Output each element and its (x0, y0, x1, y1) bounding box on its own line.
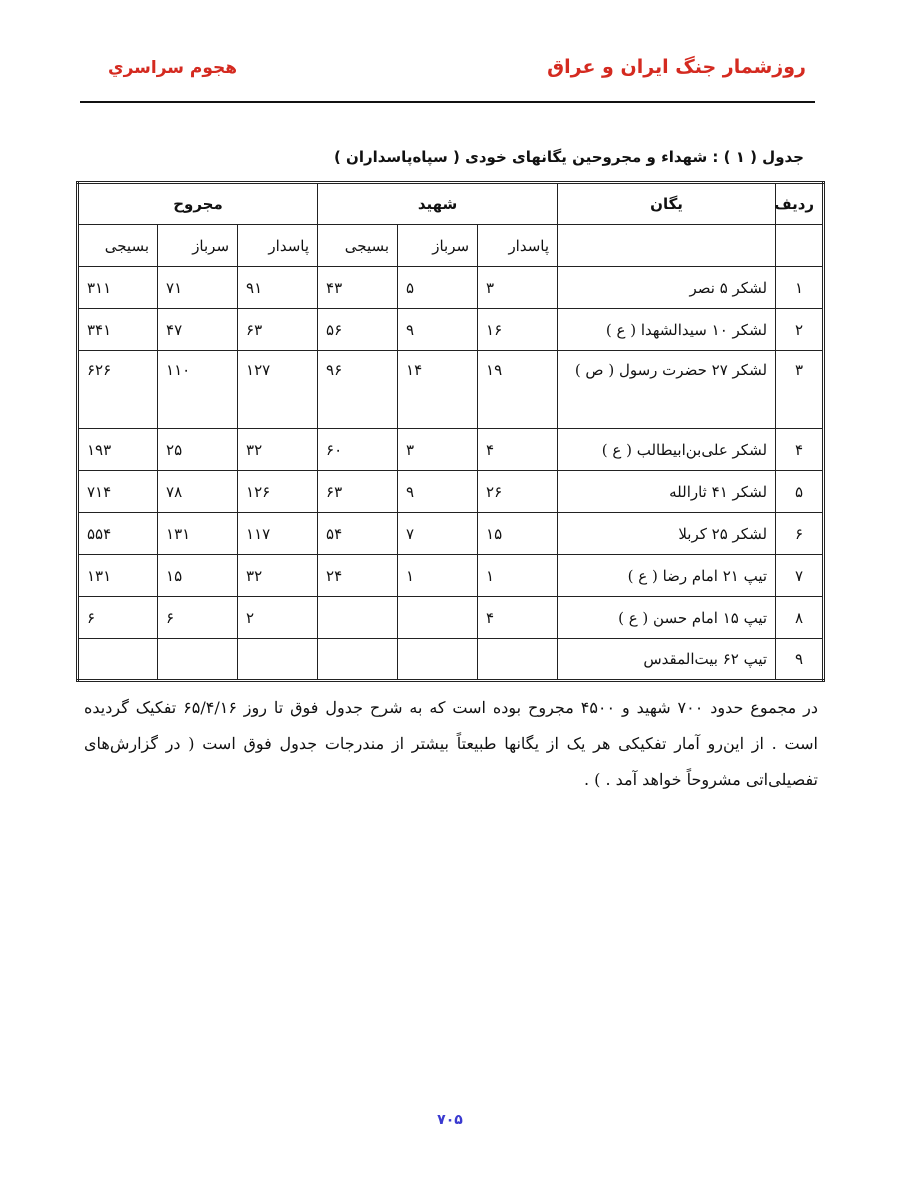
header-martyrs: شهيد (318, 183, 558, 225)
cell-m-basiji: ۹۶ (318, 351, 398, 429)
row-unit: لشکر ۱۰ سيدالشهدا ( ع ) (558, 309, 776, 351)
cell-m-pasdar: ۴ (478, 597, 558, 639)
table-row (78, 351, 824, 429)
cell-m-pasdar: ۱۵ (478, 513, 558, 555)
cell-m-sarbaz (398, 639, 478, 681)
cell-m-sarbaz: ۷ (398, 513, 478, 555)
table-row (78, 429, 824, 471)
sub-header-martyr-pasdar: پاسدار (478, 225, 558, 267)
summary-paragraph: در مجموع حدود ۷۰۰ شهيد و ۴۵۰۰ مجروح بوده است که به شرح جدول فوق تا روز ۶۵/۴/۱۶ تفکيک گرديده است . از اين‌رو آمار تفکيکی هر يک از يگانها طبيعتاً بيشتر از مندرجات جدول فوق است ( در گزارش‌های تفصيلی‌اتی مشروحاً خواهد آمد . ) . (84, 698, 818, 789)
row-unit: لشکر ۵ نصر (558, 267, 776, 309)
row-index: ۲ (776, 309, 824, 351)
table-row (78, 513, 824, 555)
cell-m-pasdar: ۱۶ (478, 309, 558, 351)
cell-w-basiji (78, 639, 158, 681)
header-index: رديف (776, 183, 824, 225)
cell-m-pasdar: ۱۹ (478, 351, 558, 429)
row-unit: لشکر ۲۵ کربلا (558, 513, 776, 555)
row-index: ۵ (776, 471, 824, 513)
cell-w-sarbaz: ۱۱۰ (158, 351, 238, 429)
sub-header-wounded-pasdar: پاسدار (238, 225, 318, 267)
cell-w-sarbaz: ۴۷ (158, 309, 238, 351)
header-unit: يگان (558, 183, 776, 225)
header-wounded: مجروح (78, 183, 318, 225)
table-row (78, 309, 824, 351)
cell-w-basiji: ۵۵۴ (78, 513, 158, 555)
page-number: ۷۰۵ (437, 1112, 463, 1128)
cell-w-pasdar: ۲ (238, 597, 318, 639)
cell-m-basiji (318, 597, 398, 639)
sub-header-martyr-basiji: بسيجی (318, 225, 398, 267)
cell-w-basiji: ۳۴۱ (78, 309, 158, 351)
cell-w-pasdar: ۶۳ (238, 309, 318, 351)
cell-m-basiji: ۵۴ (318, 513, 398, 555)
row-unit: لشکر علی‌بن‌ابيطالب ( ع ) (558, 429, 776, 471)
section-title: هجوم سراسري (108, 58, 238, 78)
cell-m-basiji: ۶۳ (318, 471, 398, 513)
cell-w-pasdar: ۹۱ (238, 267, 318, 309)
cell-w-sarbaz (158, 639, 238, 681)
table-title: جدول ( ۱ ) : شهداء و مجروحين يگانهای خودی ( سپاه‌پاسداران ) (333, 148, 804, 166)
sub-header-wounded-sarbaz: سرباز (158, 225, 238, 267)
row-index: ۴ (776, 429, 824, 471)
table-row (78, 471, 824, 513)
row-index: ۸ (776, 597, 824, 639)
cell-w-pasdar: ۱۲۶ (238, 471, 318, 513)
table-row (78, 597, 824, 639)
cell-w-basiji: ۱۳۱ (78, 555, 158, 597)
cell-m-sarbaz: ۹ (398, 471, 478, 513)
cell-w-sarbaz: ۷۱ (158, 267, 238, 309)
row-index: ۱ (776, 267, 824, 309)
cell-m-pasdar: ۱ (478, 555, 558, 597)
cell-w-sarbaz: ۶ (158, 597, 238, 639)
cell-m-pasdar: ۳ (478, 267, 558, 309)
cell-m-pasdar: ۲۶ (478, 471, 558, 513)
cell-w-sarbaz: ۲۵ (158, 429, 238, 471)
cell-w-basiji: ۳۱۱ (78, 267, 158, 309)
row-index: ۹ (776, 639, 824, 681)
row-index: ۶ (776, 513, 824, 555)
cell-m-basiji: ۲۴ (318, 555, 398, 597)
cell-w-sarbaz: ۷۸ (158, 471, 238, 513)
row-unit: لشکر ۴۱ ثارالله (558, 471, 776, 513)
row-index: ۷ (776, 555, 824, 597)
cell-w-pasdar: ۳۲ (238, 555, 318, 597)
cell-w-pasdar (238, 639, 318, 681)
cell-m-sarbaz: ۱ (398, 555, 478, 597)
table-group-header-row (78, 183, 824, 225)
header-divider (80, 101, 815, 103)
table-sub-header-row (78, 225, 824, 267)
book-title: روزشمار جنگ ايران و عراق (547, 56, 806, 78)
cell-m-sarbaz: ۹ (398, 309, 478, 351)
cell-w-pasdar: ۳۲ (238, 429, 318, 471)
cell-w-basiji: ۱۹۳ (78, 429, 158, 471)
row-index: ۳ (776, 351, 824, 429)
cell-m-basiji: ۶۰ (318, 429, 398, 471)
cell-m-basiji: ۴۳ (318, 267, 398, 309)
cell-m-pasdar (478, 639, 558, 681)
cell-w-pasdar: ۱۲۷ (238, 351, 318, 429)
cell-m-basiji (318, 639, 398, 681)
cell-m-pasdar: ۴ (478, 429, 558, 471)
cell-w-pasdar: ۱۱۷ (238, 513, 318, 555)
cell-m-basiji: ۵۶ (318, 309, 398, 351)
row-unit: تيپ ۲۱ امام رضا ( ع ) (558, 555, 776, 597)
table-row (78, 639, 824, 681)
cell-w-basiji: ۷۱۴ (78, 471, 158, 513)
sub-header-wounded-basiji: بسيجی (78, 225, 158, 267)
casualty-table (76, 181, 825, 682)
row-unit: تيپ ۱۵ امام حسن ( ع ) (558, 597, 776, 639)
cell-w-basiji: ۶۲۶ (78, 351, 158, 429)
cell-m-sarbaz: ۵ (398, 267, 478, 309)
table-row (78, 555, 824, 597)
sub-header-martyr-sarbaz: سرباز (398, 225, 478, 267)
cell-m-sarbaz: ۱۴ (398, 351, 478, 429)
row-unit: تيپ ۶۲ بيت‌المقدس (558, 639, 776, 681)
cell-w-basiji: ۶ (78, 597, 158, 639)
cell-w-sarbaz: ۱۳۱ (158, 513, 238, 555)
cell-m-sarbaz (398, 597, 478, 639)
sub-header-empty (776, 225, 824, 267)
cell-m-sarbaz: ۳ (398, 429, 478, 471)
cell-w-sarbaz: ۱۵ (158, 555, 238, 597)
row-unit: لشکر ۲۷ حضرت رسول ( ص ) (558, 351, 776, 429)
sub-header-empty (558, 225, 776, 267)
table-row (78, 267, 824, 309)
